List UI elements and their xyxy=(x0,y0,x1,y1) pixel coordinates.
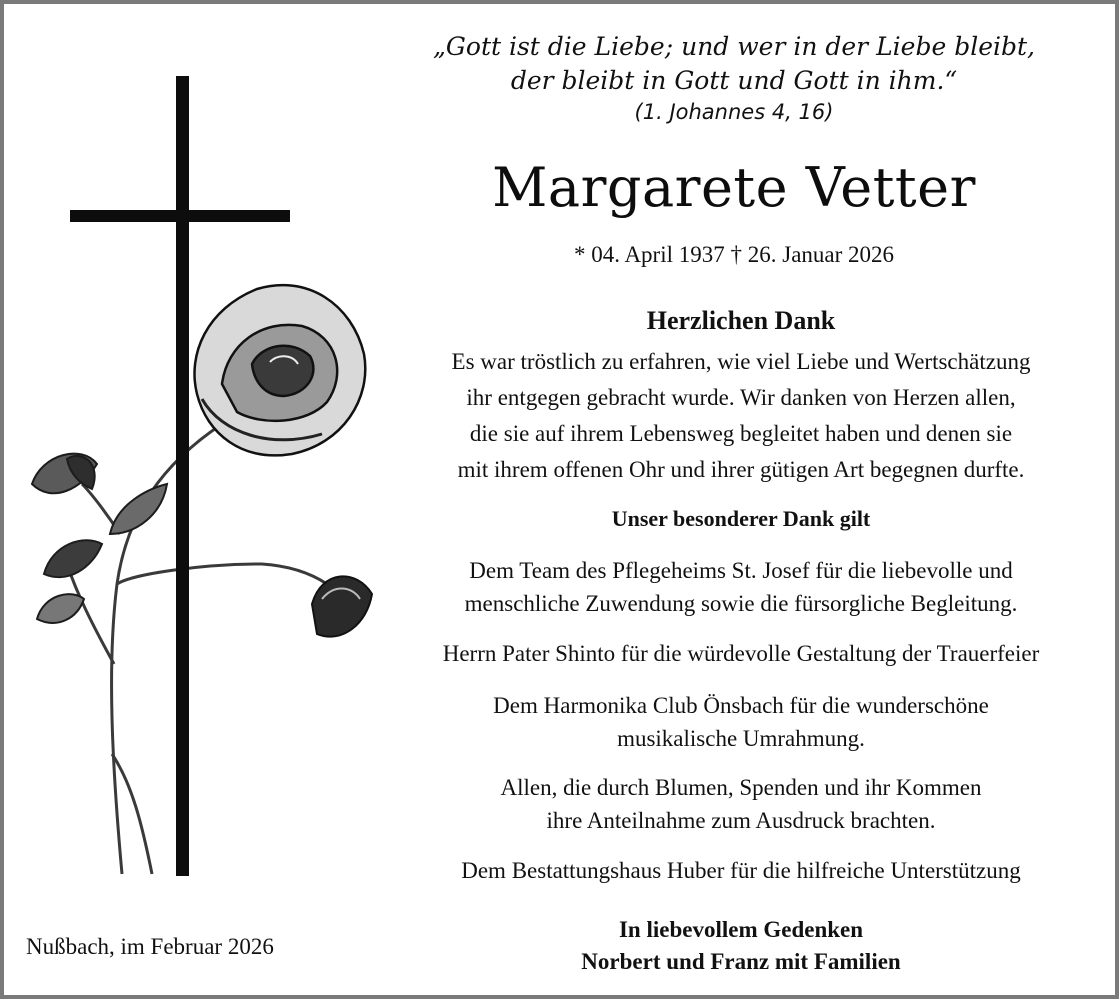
thanks-intro-line: mit ihrem offenen Ohr und ihrer gütigen Art begegnen durfte. xyxy=(457,457,1025,482)
thanks-item-line: menschliche Zuwendung sowie die fürsorgliche Begleitung. xyxy=(464,591,1018,616)
thanks-item xyxy=(376,637,1106,670)
cross-icon xyxy=(70,76,290,876)
thanks-item-line: Dem Bestattungshaus Huber für die hilfreiche Unterstützung xyxy=(461,858,1021,883)
thanks-item xyxy=(376,689,1106,755)
bible-verse xyxy=(384,30,1084,98)
thanks-intro-line: ihr entgegen gebracht wurde. Wir danken von Herzen allen, xyxy=(466,385,1016,410)
thanks-item xyxy=(376,854,1106,887)
thanks-item xyxy=(376,554,1106,620)
thanks-item-line: Dem Team des Pflegeheims St. Josef für die liebevolle und xyxy=(469,558,1013,583)
closing-line: In liebevollem Gedenken xyxy=(618,917,864,942)
closing-signature xyxy=(384,914,1098,978)
thanks-item-line: Allen, die durch Blumen, Spenden und ihr Kommen xyxy=(500,775,982,800)
thanks-intro xyxy=(376,344,1106,488)
thanks-intro-line: Es war tröstlich zu erfahren, wie viel Liebe und Wertschätzung xyxy=(451,349,1031,374)
closing-line: Norbert und Franz mit Familien xyxy=(581,949,901,974)
place-and-date: Nußbach, im Februar 2026 xyxy=(26,934,274,959)
deceased-name: Margarete Vetter xyxy=(492,156,976,219)
thanks-item-line: Herrn Pater Shinto für die würdevolle Gestaltung der Trauerfeier xyxy=(442,641,1040,666)
thanks-item-line: ihre Anteilnahme zum Ausdruck brachten. xyxy=(546,808,936,833)
thanks-item-line: Dem Harmonika Club Önsbach für die wunderschöne xyxy=(493,693,989,718)
rose-leaves xyxy=(32,454,167,623)
life-dates: * 04. April 1937 † 26. Januar 2026 xyxy=(573,242,895,267)
bible-verse-reference: (1. Johannes 4, 16) xyxy=(634,100,834,124)
cross-rose-artwork xyxy=(22,64,392,894)
thanks-item-line: musikalische Umrahmung. xyxy=(617,726,865,751)
rose-stems xyxy=(67,424,327,874)
rose-bud xyxy=(312,576,372,636)
bible-verse-line: „Gott ist die Liebe; und wer in der Liebe bleibt, xyxy=(432,32,1036,61)
thanks-intro-line: die sie auf ihrem Lebensweg begleitet haben und denen sie xyxy=(469,421,1013,446)
bible-verse-line: der bleibt in Gott und Gott in ihm.“ xyxy=(510,66,958,95)
thanks-heading: Herzlichen Dank xyxy=(646,306,836,335)
thanks-item xyxy=(376,771,1106,837)
special-thanks-heading: Unser besonderer Dank gilt xyxy=(611,506,871,531)
rose-bloom xyxy=(195,285,366,455)
